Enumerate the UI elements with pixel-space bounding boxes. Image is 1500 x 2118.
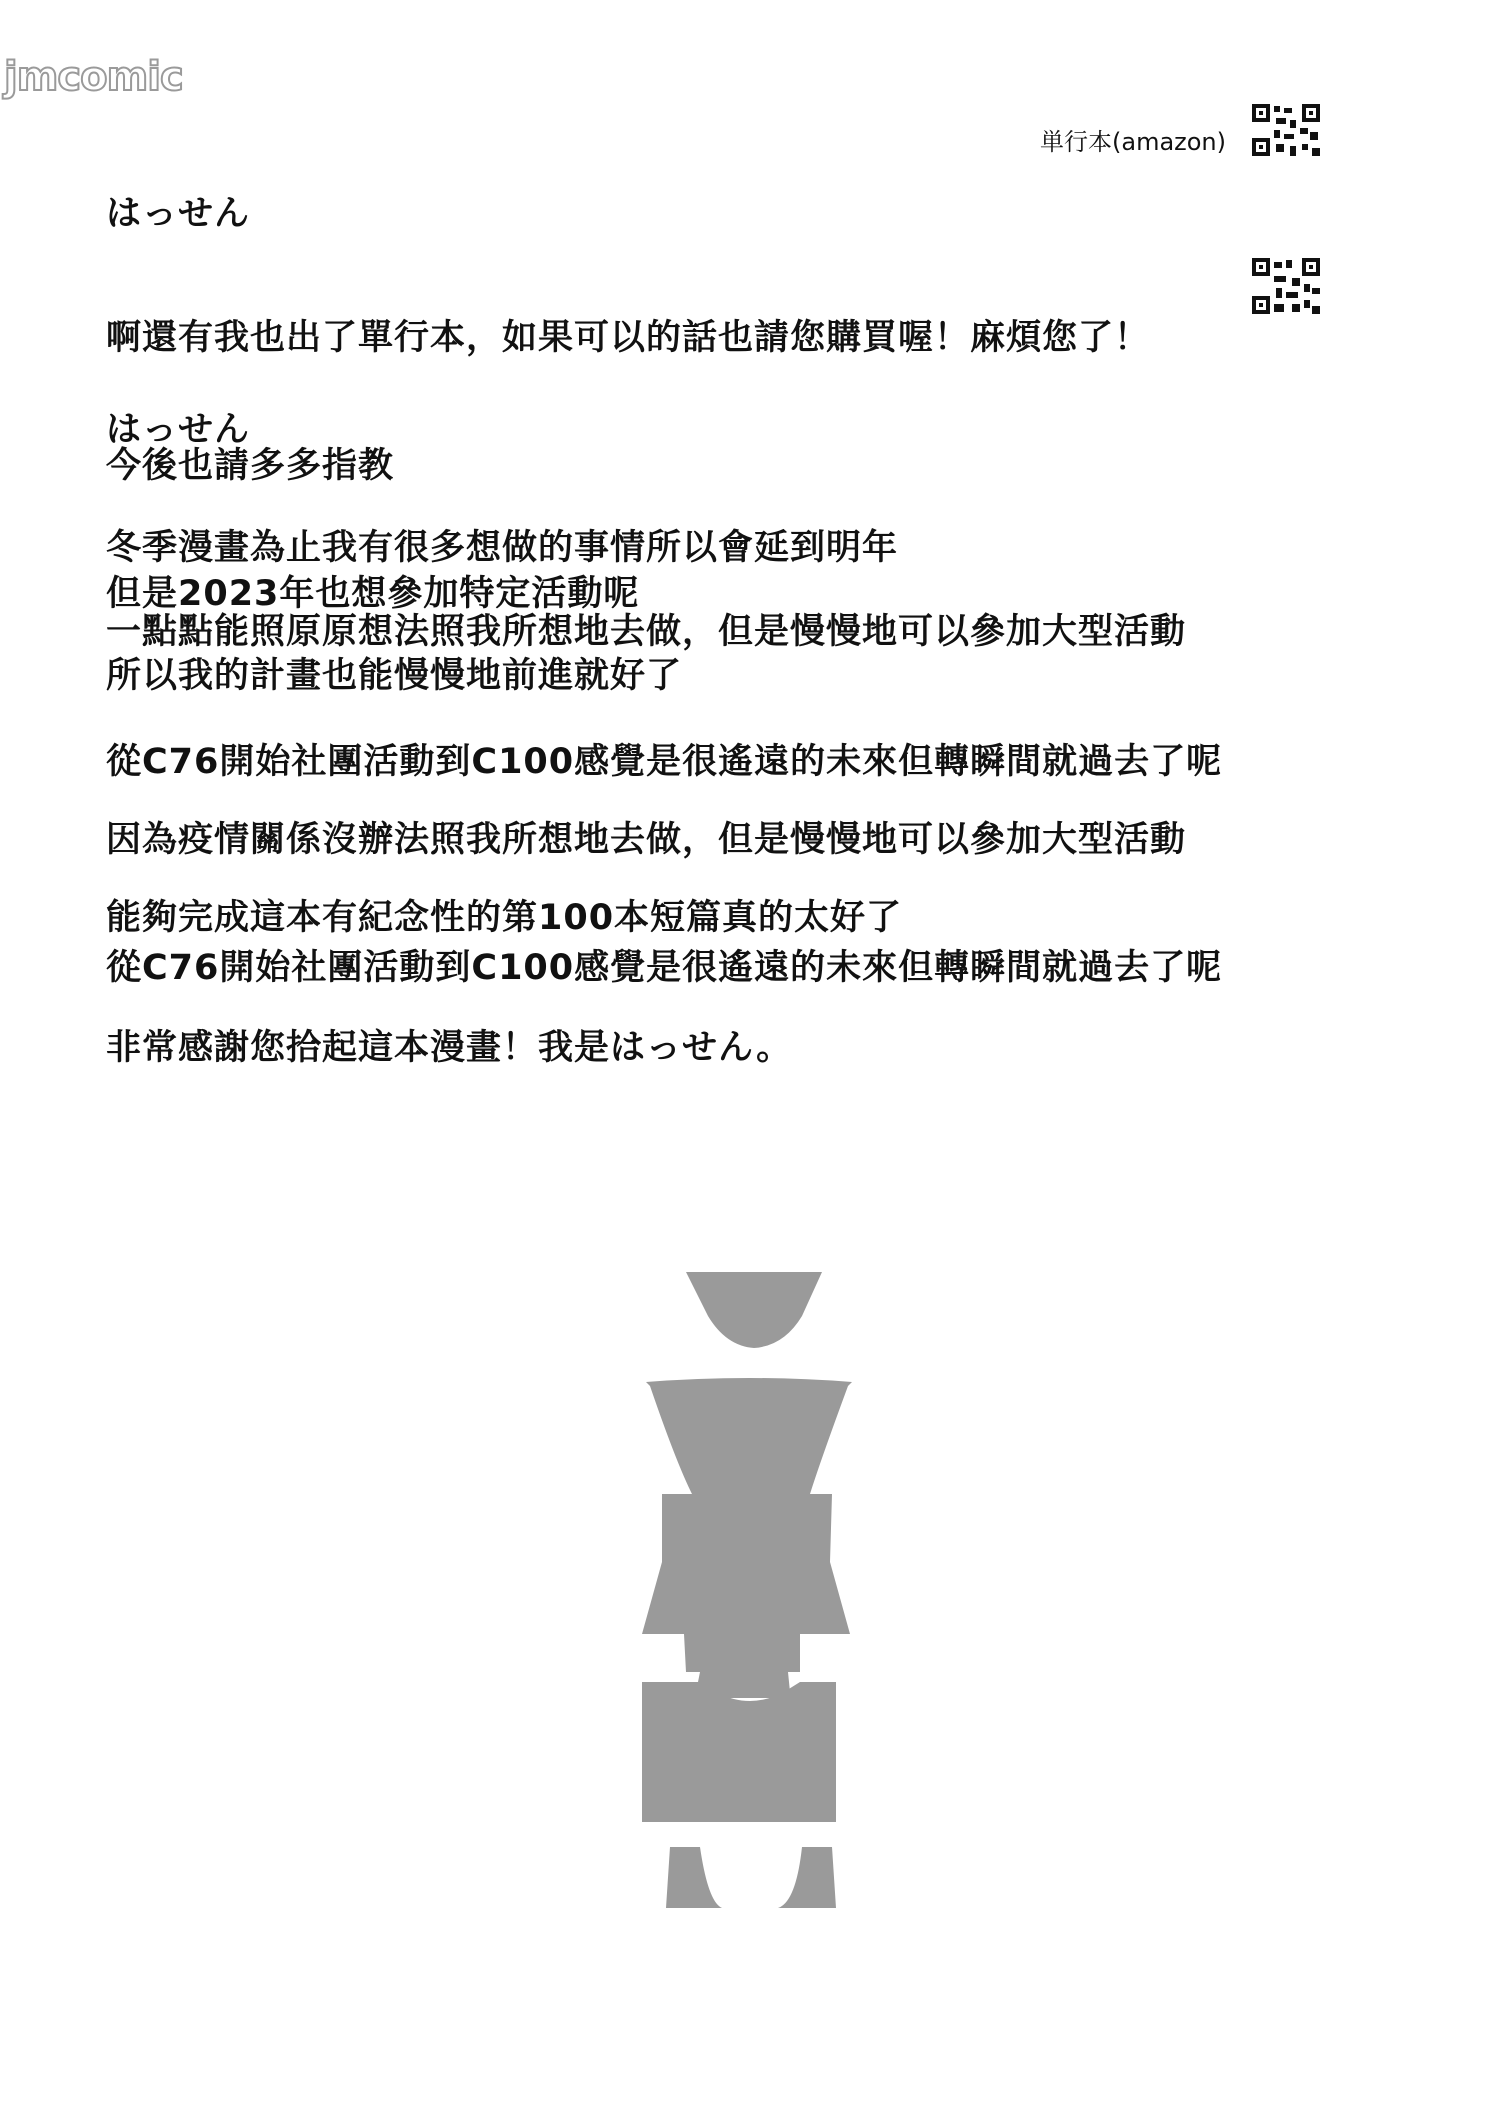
silhouette-head [686,1272,822,1348]
silhouette-leg-left [666,1847,722,1908]
text-line: 冬季漫畫為止我有很多想做的事情所以會延到明年 [106,528,899,568]
text-line: 今後也請多多指教 [106,446,395,486]
text-line: 但是2023年也想參加特定活動呢 [106,574,640,614]
silhouete-torso [642,1378,852,1702]
text-line: 啊還有我也出了單行本，如果可以的話也請您購買喔！麻煩您了！ [106,318,1151,358]
silhouette-leg-right [778,1847,836,1908]
text-line-partial: はっせん [106,410,251,450]
text-line: 從C76開始社團活動到C100感覺是很遙遠的未來但轉瞬間就過去了呢 [106,742,1223,782]
text-line-partial: はっせん [106,194,251,234]
text-line-partial-inner: 一點點能照原原想法照我所想地去做，但是慢慢地可以參加大型活動 [106,612,1187,652]
silhouette-lower [642,1682,836,1822]
text-line: 因為疫情關係沒辦法照我所想地去做，但是慢慢地可以參加大型活動 [106,820,1187,860]
text-line: 能夠完成這本有紀念性的第100本短篇真的太好了 [106,898,903,938]
qr-code-icon [1252,104,1320,156]
text-line-partial [106,612,1187,652]
text-line: 非常感謝您拾起這本漫畫！我是はっせん。 [106,1028,793,1068]
qr-code-icon [1252,258,1320,314]
watermark-logo: jmcomic [4,54,183,100]
text-line: 所以我的計畫也能慢慢地前進就好了 [106,656,683,696]
qr-caption: 単行本(amazon) [1040,128,1227,156]
text-line-partial: 從C76開始社團活動到C100感覺是很遙遠的未來但轉瞬間就過去了呢 [106,948,1223,988]
silhouette-figure [600,1262,900,1912]
